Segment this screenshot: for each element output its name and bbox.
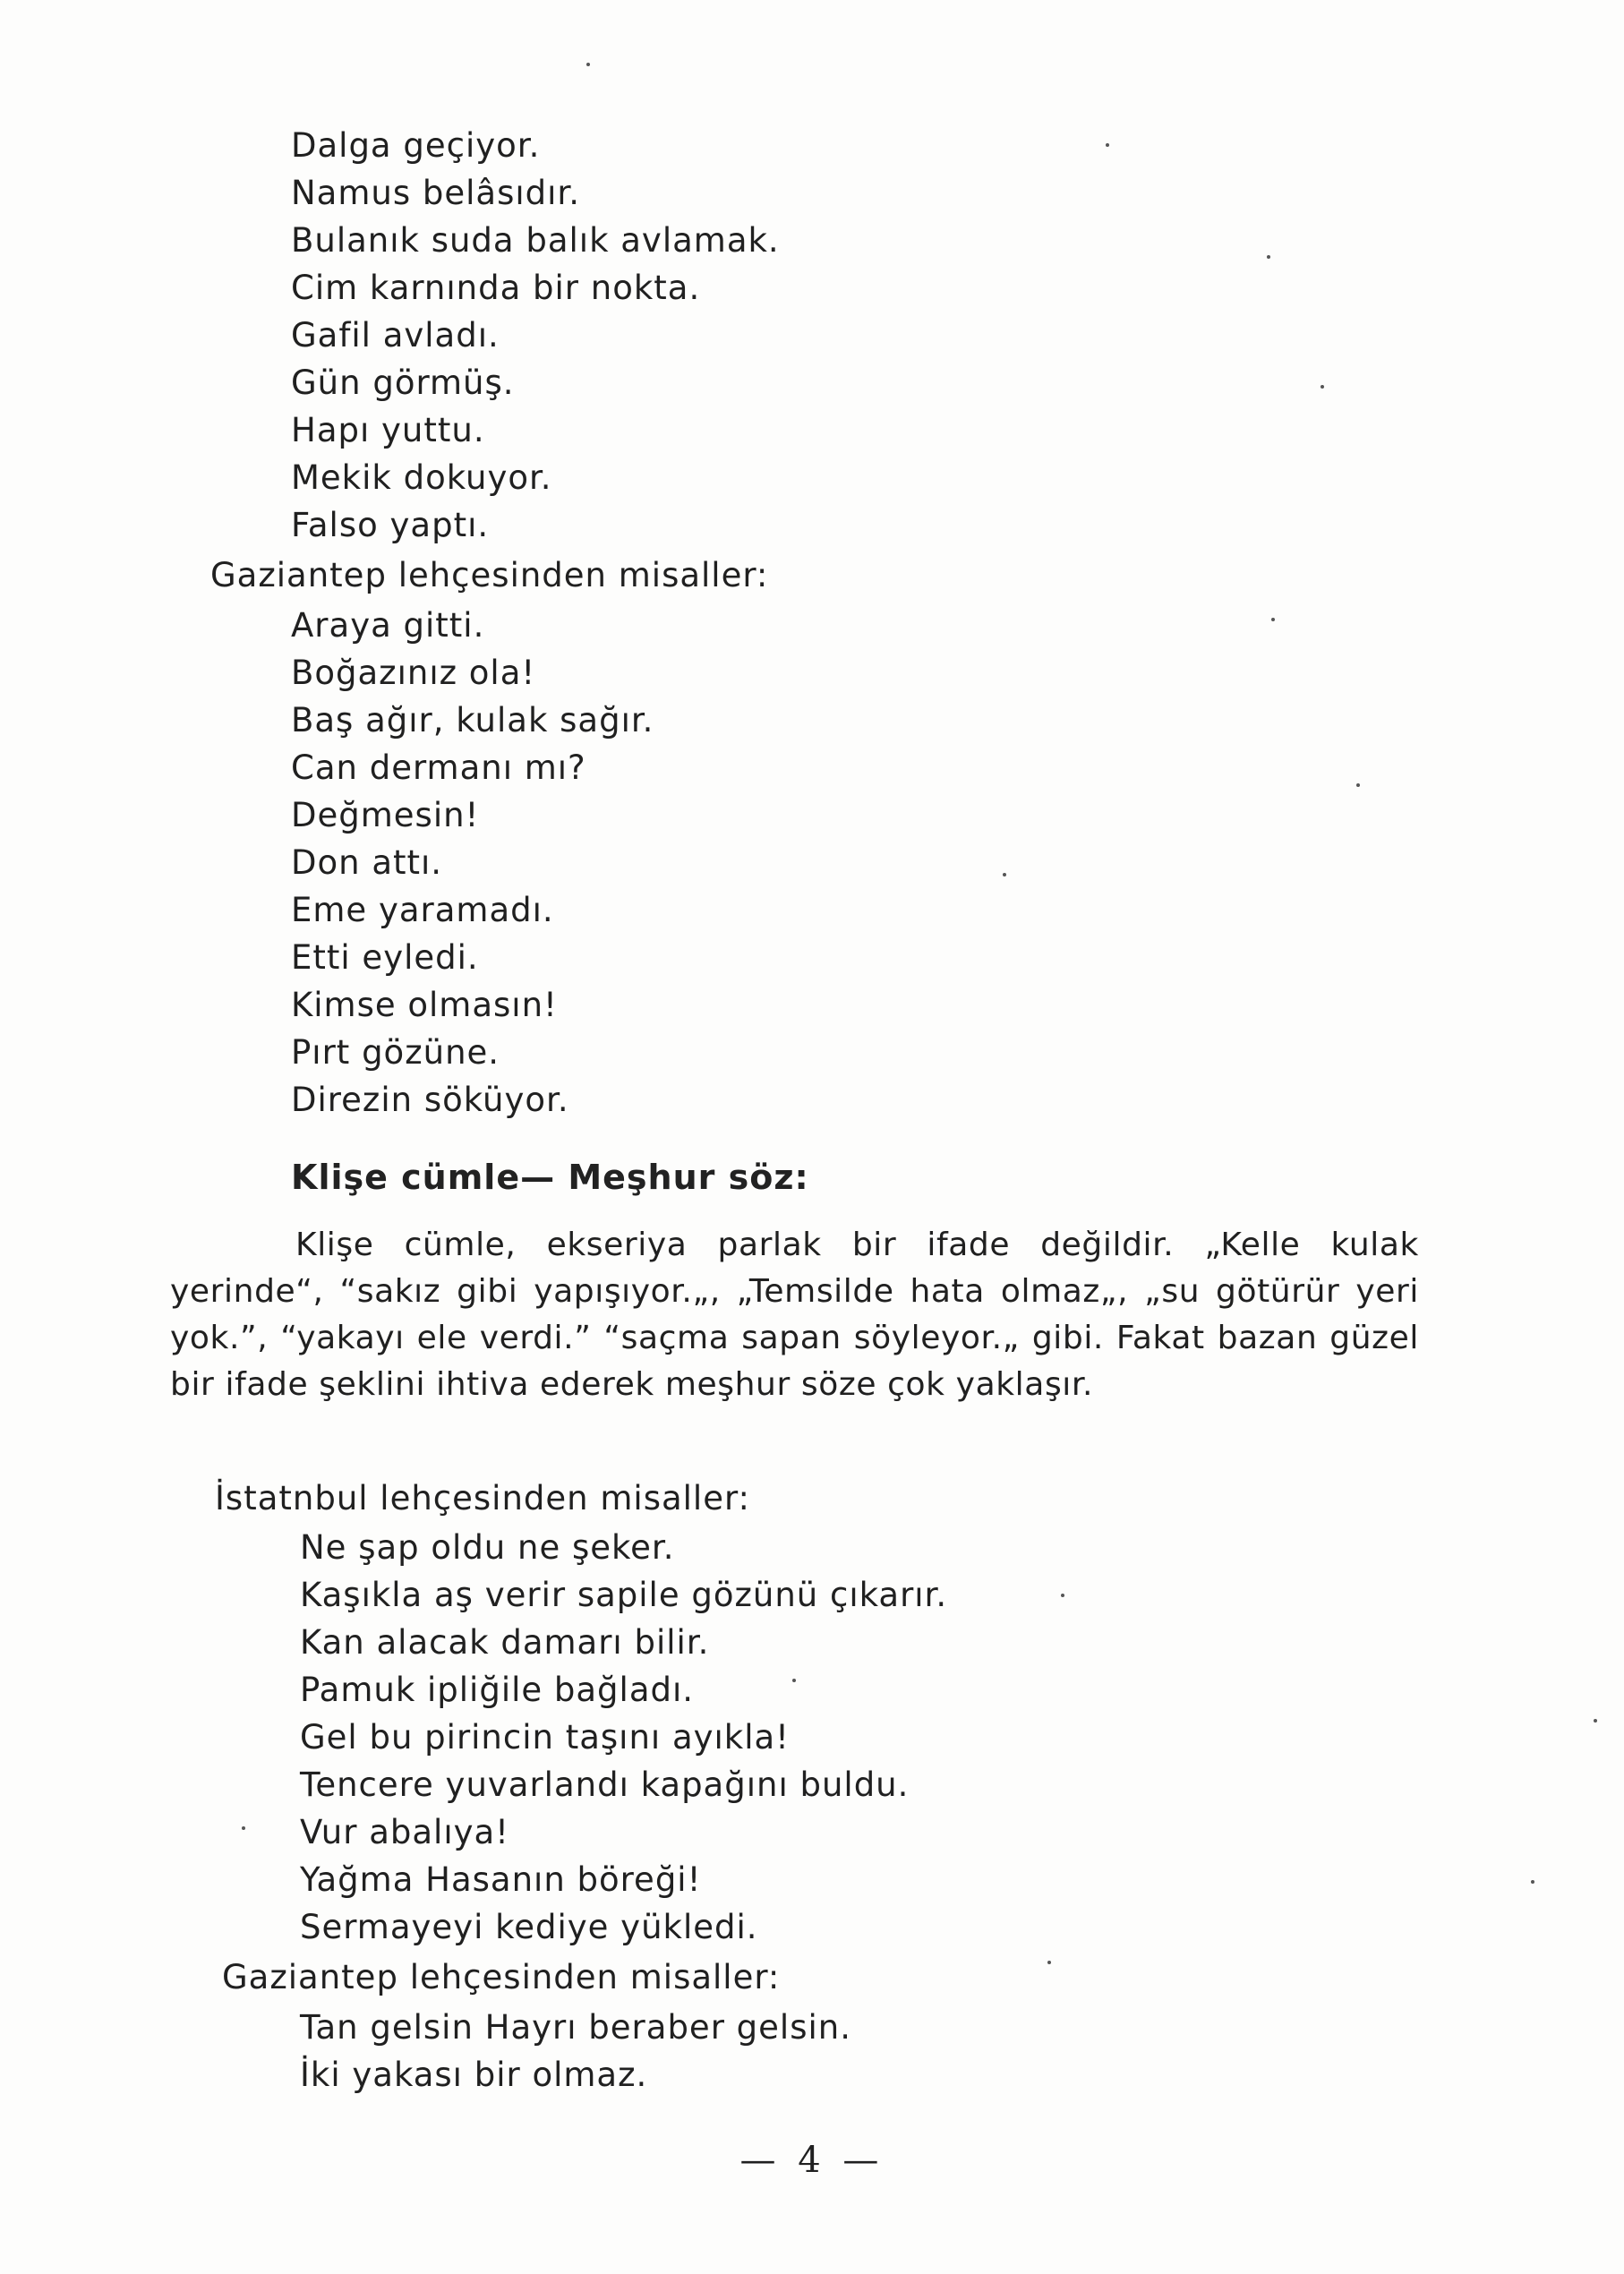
gaziantep-intro: Gaziantep lehçesinden misaller: — [222, 1958, 781, 1996]
scan-speck — [1047, 1961, 1051, 1964]
page-number: — 4 — — [739, 2140, 885, 2181]
gaziantep-example: Don attı. — [291, 843, 443, 882]
istanbul-example: Vur abalıya! — [300, 1813, 510, 1851]
expression-line: Cim karnında bir nokta. — [291, 269, 701, 307]
gaziantep-example: Baş ağır, kulak sağır. — [291, 701, 654, 739]
gaziantep-example: Değmesin! — [291, 796, 480, 834]
expression-line: Bulanık suda balık avlamak. — [291, 221, 780, 260]
gaziantep-example: Tan gelsin Hayrı beraber gelsin. — [300, 2008, 851, 2047]
scan-speck — [242, 1826, 245, 1830]
gaziantep-intro: Gaziantep lehçesinden misaller: — [210, 556, 769, 594]
scan-speck — [1061, 1594, 1064, 1597]
istanbul-example: Sermayeyi kediye yükledi. — [300, 1908, 758, 1946]
scan-speck — [1594, 1719, 1597, 1723]
istanbul-example: Pamuk ipliğile bağladı. — [300, 1671, 695, 1709]
istanbul-example: Kan alacak damarı bilir. — [300, 1623, 710, 1662]
istanbul-example: Kaşıkla aş verir sapile gözünü çıkarır. — [300, 1576, 948, 1614]
scan-speck — [1356, 783, 1360, 787]
scan-speck — [792, 1679, 796, 1682]
istanbul-example: Gel bu pirincin taşını ayıkla! — [300, 1718, 791, 1757]
scan-speck — [1267, 255, 1270, 259]
gaziantep-example: Pırt gözüne. — [291, 1033, 500, 1072]
expression-line: Mekik dokuyor. — [291, 458, 552, 497]
scan-speck — [1531, 1880, 1534, 1884]
expression-line: Gafil avladı. — [291, 316, 500, 355]
gaziantep-example: Araya gitti. — [291, 606, 485, 645]
istanbul-intro: İstatnbul lehçesinden misaller: — [215, 1479, 750, 1517]
scan-speck — [1321, 385, 1324, 389]
scan-speck — [1271, 618, 1275, 621]
section-heading: Klişe cümle— Meşhur söz: — [291, 1158, 809, 1197]
scan-speck — [1106, 143, 1109, 147]
expression-line: Falso yaptı. — [291, 506, 490, 544]
expression-line: Gün görmüş. — [291, 363, 515, 402]
expression-line: Hapı yuttu. — [291, 411, 485, 449]
gaziantep-example: Eme yaramadı. — [291, 891, 554, 929]
istanbul-example: Tencere yuvarlandı kapağını buldu. — [300, 1765, 910, 1804]
gaziantep-example: Direzin söküyor. — [291, 1081, 569, 1119]
gaziantep-example: Kimse olmasın! — [291, 986, 558, 1024]
istanbul-example: Ne şap oldu ne şeker. — [300, 1528, 675, 1567]
scan-speck — [586, 63, 590, 66]
gaziantep-example: Etti eyledi. — [291, 938, 479, 977]
istanbul-example: Yağma Hasanın böreği! — [300, 1860, 702, 1899]
scan-speck — [1003, 873, 1006, 876]
expression-line: Namus belâsıdır. — [291, 174, 580, 212]
body-paragraph: Klişe cümle, ekseriya parlak bir ifade değildir. „Kelle kulak yerinde“, “sakız gibi yapışıyor.„, „Temsilde hata olmaz„, „su götürür yeri yok.”, “yakayı ele verdi.” “saçma sapan söyleyor.„ gibi. Fakat bazan güzel bir ifade şeklini ihtiva ederek meşhur söze çok yaklaşır. — [170, 1227, 1419, 1403]
gaziantep-example: Boğazınız ola! — [291, 654, 536, 692]
expression-line: Dalga geçiyor. — [291, 126, 541, 165]
gaziantep-example: İki yakası bir olmaz. — [300, 2056, 648, 2094]
gaziantep-example: Can dermanı mı? — [291, 748, 586, 787]
